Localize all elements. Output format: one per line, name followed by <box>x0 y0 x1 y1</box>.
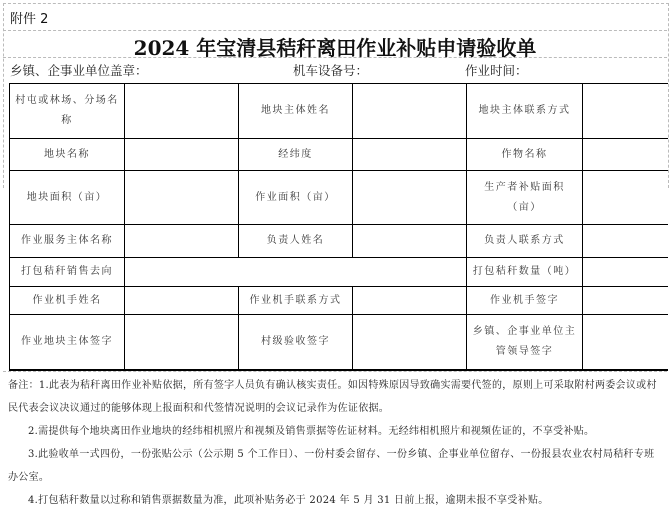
operator-contact-label: 作业机手联系方式 <box>239 287 353 315</box>
crop-name-field[interactable] <box>583 139 668 171</box>
lat-lon-label: 经纬度 <box>239 139 353 171</box>
producer-subsidy-area-label: 生产者补贴面积（亩） <box>467 171 583 225</box>
plot-owner-contact-label: 地块主体联系方式 <box>467 84 583 139</box>
village-acceptance-signature-field[interactable] <box>353 315 467 370</box>
page-title: 2024 年宝清县秸秆离田作业补贴申请验收单 <box>133 36 537 60</box>
responsible-contact-label: 负责人联系方式 <box>467 225 583 258</box>
note-4: 4.打包秸秆数量以过称和销售票据数量为准，此项补贴务必于 2024 年 5 月 31 日前上报，逾期未报不享受补贴。 <box>28 495 549 506</box>
bale-destination-field[interactable] <box>125 258 467 287</box>
bale-quantity-label: 打包秸秆数量（吨） <box>467 258 583 287</box>
plot-name-field[interactable] <box>125 139 239 171</box>
note-1: 备注：1.此表为秸秆离田作业补贴依据，所有签字人员负有确认核实责任。如因特殊原因导致确实需要代签的，原则上可采取附村两委会议或村民代表会议决议通过的能够体现上报面积和代签情况说明的会议记录作为佐证依据。 <box>8 380 657 414</box>
attachment-label: 附件 2 <box>10 12 49 27</box>
table-row <box>10 139 668 171</box>
note-3: 3.此验收单一式四份，一份张贴公示（公示期 5 个工作日）、一份村委会留存、一份乡镇、企事业单位留存、一份报县农业农村局秸秆专班办公室。 <box>8 449 655 483</box>
work-area-label: 作业面积（亩） <box>239 171 353 225</box>
service-entity-label: 作业服务主体名称 <box>10 225 125 258</box>
notes <box>8 374 664 512</box>
plot-owner-name-field[interactable] <box>353 84 467 139</box>
plot-owner-signature-label: 作业地块主体签字 <box>10 315 125 370</box>
plot-name-label: 地块名称 <box>10 139 125 171</box>
plot-owner-name-label: 地块主体姓名 <box>239 84 353 139</box>
table-row <box>10 258 668 287</box>
lat-lon-field[interactable] <box>353 139 467 171</box>
village-field[interactable] <box>125 84 239 139</box>
operator-contact-field[interactable] <box>353 287 467 315</box>
work-area-field[interactable] <box>353 171 467 225</box>
village-acceptance-signature-label: 村级验收签字 <box>239 315 353 370</box>
table-row <box>10 171 668 225</box>
responsible-name-label: 负责人姓名 <box>239 225 353 258</box>
operator-signature-label: 作业机手签字 <box>467 287 583 315</box>
village-label: 村屯或林场、分场名称 <box>10 84 125 139</box>
table-row <box>10 287 668 315</box>
plot-owner-signature-field[interactable] <box>125 315 239 370</box>
table-row <box>10 225 668 258</box>
operator-signature-field[interactable] <box>583 287 668 315</box>
acceptance-form-table <box>9 83 668 371</box>
crop-name-label: 作物名称 <box>467 139 583 171</box>
leader-signature-label: 乡镇、企事业单位主管领导签字 <box>467 315 583 370</box>
responsible-name-field[interactable] <box>353 225 467 258</box>
service-entity-field[interactable] <box>125 225 239 258</box>
note-2: 2.需提供每个地块离田作业地块的经纬相机照片和视频及销售票据等佐证材料。无经纬相机照片和视频佐证的，不享受补贴。 <box>28 426 595 437</box>
work-time-label: 作业时间： <box>465 63 528 78</box>
plot-area-field[interactable] <box>125 171 239 225</box>
divider <box>3 371 667 372</box>
operator-name-field[interactable] <box>125 287 239 315</box>
bale-destination-label: 打包秸秆销售去向 <box>10 258 125 287</box>
unit-seal-label: 乡镇、企事业单位盖章： <box>10 63 148 78</box>
producer-subsidy-area-field[interactable] <box>583 171 668 225</box>
plot-owner-contact-field[interactable] <box>583 84 668 139</box>
equipment-no-label: 机车设备号： <box>293 63 369 78</box>
responsible-contact-field[interactable] <box>583 225 668 258</box>
bale-quantity-field[interactable] <box>583 258 668 287</box>
divider <box>3 30 667 31</box>
table-row <box>10 84 668 139</box>
table-row <box>10 315 668 370</box>
plot-area-label: 地块面积（亩） <box>10 171 125 225</box>
leader-signature-field[interactable] <box>583 315 668 370</box>
operator-name-label: 作业机手姓名 <box>10 287 125 315</box>
